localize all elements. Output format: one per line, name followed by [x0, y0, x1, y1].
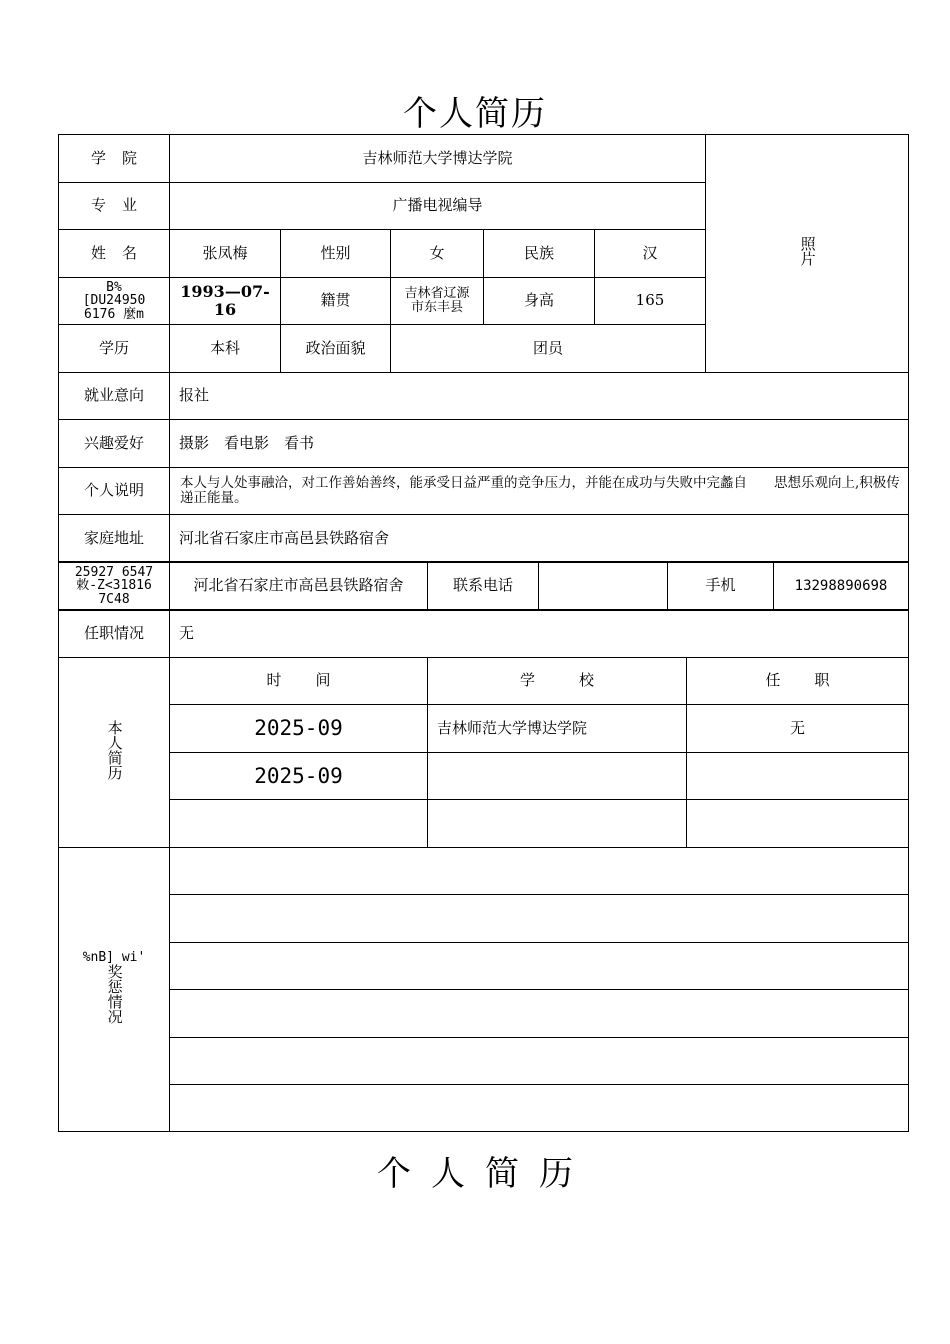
resume-row-time — [170, 800, 428, 848]
photo-cell — [706, 135, 909, 373]
education-label: 学历 — [59, 325, 170, 373]
ethnicity-value: 汉 — [595, 230, 706, 278]
resume-row-school — [428, 800, 687, 848]
resume-row-position — [687, 800, 909, 848]
mobile-value: 13298890698 — [774, 562, 909, 611]
resume-label: 本人简历 — [105, 720, 124, 781]
resume-header-time: 时间 — [170, 658, 428, 705]
resume-header-position: 任职 — [687, 658, 909, 705]
education-value: 本科 — [170, 325, 281, 373]
awards-label: 奖惩情况 — [105, 964, 124, 1025]
photo-label: 照片 — [798, 236, 817, 267]
phone-label: 联系电话 — [428, 562, 539, 611]
resume-row-school: 吉林师范大学博达学院 — [428, 705, 687, 753]
awards-row — [170, 943, 909, 990]
birth-value: 1993—07- 16 — [170, 278, 281, 325]
hobbies-label: 兴趣爱好 — [59, 420, 170, 468]
awards-row — [170, 848, 909, 895]
native-place-value: 吉林省辽源 市东丰县 — [391, 278, 484, 325]
ethnicity-label: 民族 — [484, 230, 595, 278]
resume-table — [58, 134, 909, 563]
native-place-label: 籍贯 — [281, 278, 391, 325]
self-desc-label: 个人说明 — [59, 468, 170, 515]
resume-row-time: 2025-09 — [170, 705, 428, 753]
gender-label: 性别 — [281, 230, 391, 278]
resume-header-school: 学校 — [428, 658, 687, 705]
resume-row-time: 2025-09 — [170, 753, 428, 800]
footer-title: 个人简历 — [377, 1154, 593, 1194]
height-value: 165 — [595, 278, 706, 325]
resume-label-cell — [59, 658, 170, 848]
resume-row-position — [687, 753, 909, 800]
home-address-label: 家庭地址 — [59, 515, 170, 563]
page-title: 个人简历 — [403, 94, 547, 134]
resume-row-school — [428, 753, 687, 800]
job-intent-value: 报社 — [170, 373, 909, 420]
awards-row — [170, 990, 909, 1038]
political-label: 政治面貌 — [281, 325, 391, 373]
major-label: 专业 — [59, 183, 170, 230]
gender-value: 女 — [391, 230, 484, 278]
name-label: 姓名 — [59, 230, 170, 278]
awards-label-prefix: %nB] wi' — [82, 949, 146, 965]
resume-row-position: 无 — [687, 705, 909, 753]
contact-address-value: 河北省石家庄市高邑县铁路宿舍 — [170, 562, 428, 611]
contact-table — [58, 561, 909, 611]
home-address-value: 河北省石家庄市高邑县铁路宿舍 — [170, 515, 909, 563]
height-label: 身高 — [484, 278, 595, 325]
position-value: 无 — [170, 610, 909, 658]
name-value: 张凤梅 — [170, 230, 281, 278]
contact-address-label: 25927 6547 敕-Z<31816 7C48 — [59, 562, 170, 611]
hobbies-value: 摄影 看电影 看书 — [170, 420, 909, 468]
awards-label-cell — [59, 848, 170, 1132]
experience-table — [58, 609, 909, 1132]
job-intent-label: 就业意向 — [59, 373, 170, 420]
awards-row — [170, 1038, 909, 1085]
political-value: 团员 — [391, 325, 706, 373]
awards-row — [170, 1085, 909, 1132]
self-desc-value: 本人与人处事融洽，对工作善始善终，能承受日益严重的竞争压力，并能在成功与失败中完蠡自 思想乐观向上,积极传递正能量。 — [170, 468, 909, 515]
college-value: 吉林师范大学博达学院 — [170, 135, 706, 183]
major-value: 广播电视编导 — [170, 183, 706, 230]
birth-label: B% [DU24950 6176 麼m — [59, 278, 170, 325]
phone-value — [539, 562, 668, 611]
position-label: 任职情况 — [59, 610, 170, 658]
mobile-label: 手机 — [668, 562, 774, 611]
college-label: 学院 — [59, 135, 170, 183]
awards-row — [170, 895, 909, 943]
